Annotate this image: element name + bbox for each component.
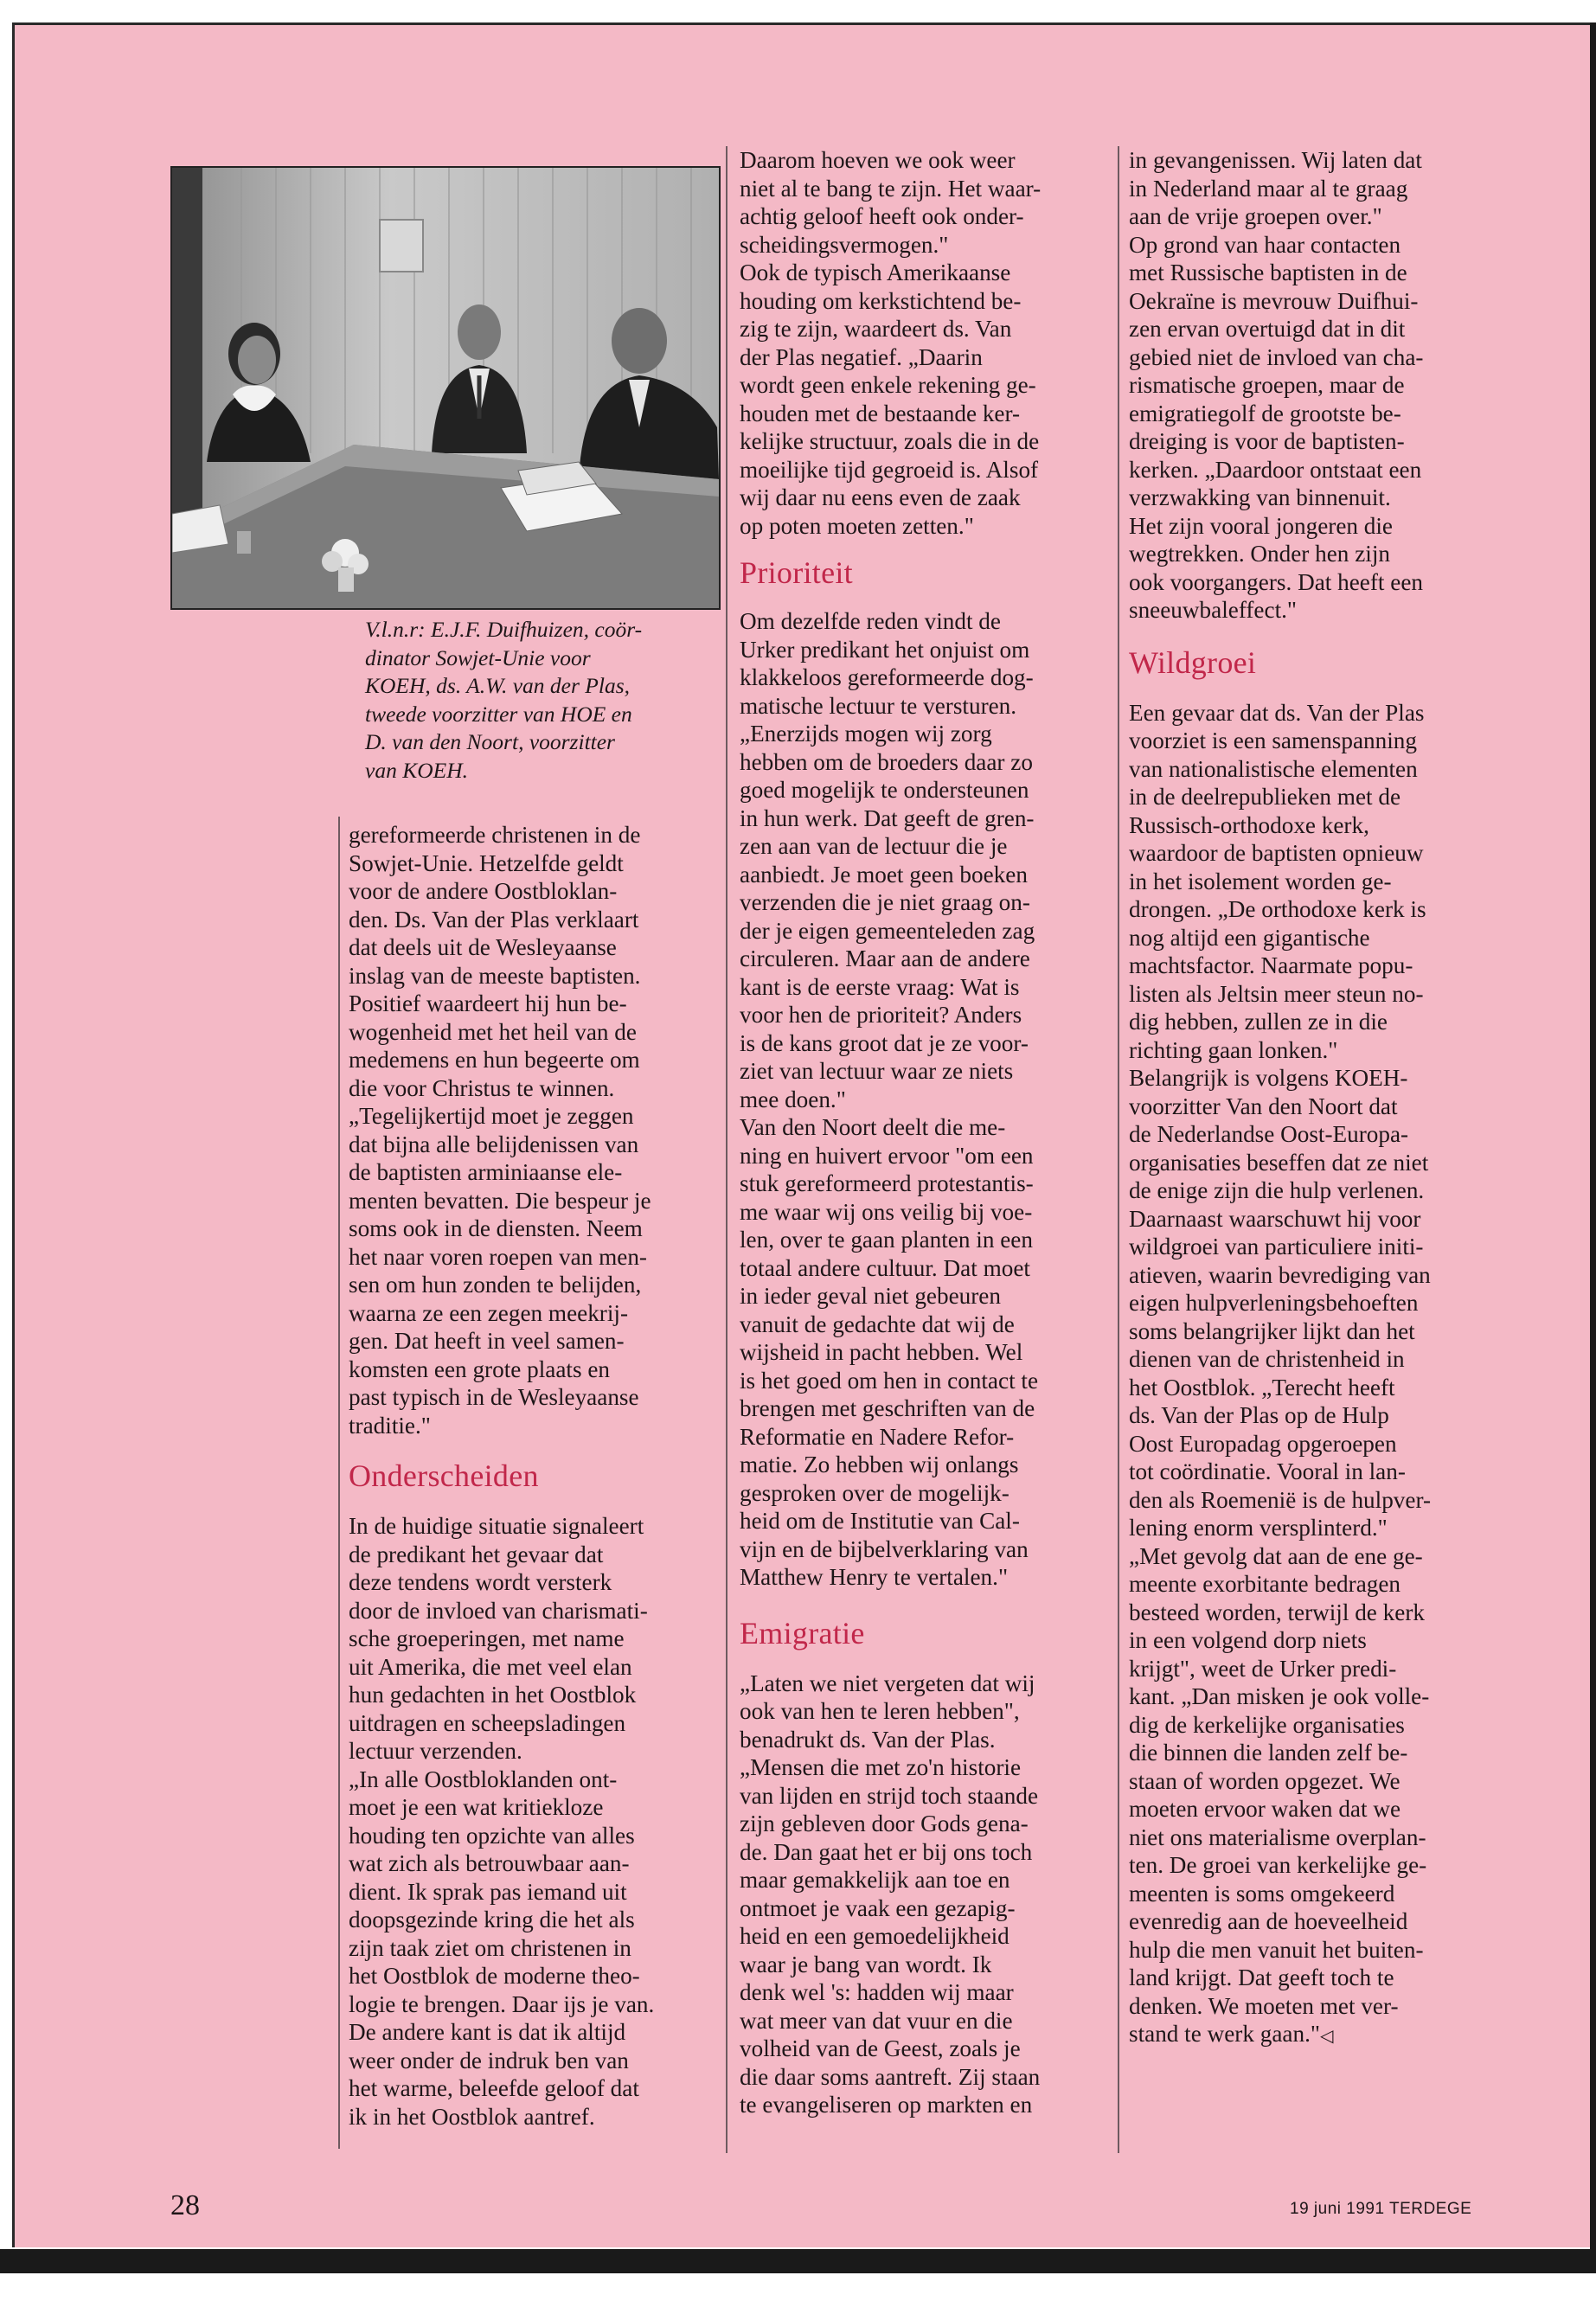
body-paragraph-text: Een gevaar dat ds. Van der Plas voorziet is een samenspanning van nationalistische elementen in de deelrepublieken met de Russisch-orthodoxe kerk, waardoor de baptisten opnieuw in het isolement worden ge- drongen. „De orthodoxe kerk is nog altijd een gigantische machtsfactor. Naarmate popu- listen als Jeltsin meer steun no- dig hebben, zullen ze in die richting gaan lonken." Belangrijk is volgens KOEH- voorzitter Van den Noort dat de Nederlandse Oost-Europa- organisaties beseffen dat ze niet de enige zijn die hulp verlenen. Daarnaast waarschuwt hij voor wildgroei van particuliere initi- atieven, waarin bevrediging van eigen hulpverleningsbehoeften soms belangrijker lijkt dan het dienen van de christenheid in het Oostblok. „Terecht heeft ds. Van der Plas op de Hulp Oost Europadag opgeroepen tot coördinatie. Vooral in lan- den als Roemenië is de hulpver- lening enorm versplinterd." „Met gevolg dat aan de ene ge- meente exorbitante bedragen besteed worden, terwijl de kerk in een volgend dorp niets krijgt", weet de Urker predi- kant. „Dan misken je ook volle- dig de kerkelijke organisaties die binnen die landen zelf be- staan of worden opgezet. We moeten ervoor waken dat we niet ons materialisme overplan- ten. De groei van kerkelijke ge- meenten is soms omgekeerd evenredig aan de hoeveelheid hulp die men vanuit het buiten- land krijgt. Dat geeft toch te denken. We moeten met ver- stand te werk gaan." [1129, 699, 1432, 2047]
footer-issue-date: 19 juni 1991 TERDEGE [1290, 2200, 1472, 2218]
column-1 [349, 821, 721, 2131]
body-paragraph: Om dezelfde reden vindt de Urker predikant het onjuist om klakkeloos gereformeerde dog- matische lectuur te versturen. „Enerzijds mogen wij zorg hebben om de broeders daar zo goed mogelijk te ondersteunen in hun werk. Dat geeft de gren- zen aan van de lectuur die je aanbiedt. Je moet geen boeken verzenden die je niet graag on- der je eigen gemeenteleden zag circuleren. Maar aan de andere kant is de eerste vraag: Wat is voor hen de prioriteit? Anders is de kans groot dat je ze voor- ziet van lectuur waar ze niets mee doen." Van den Noort deelt die me- ning en huivert ervoor "om een stuk gereformeerd protestantis- me waar wij ons veilig bij voe- len, over te gaan planten in een totaal andere cultuur. Dat moet in ieder geval niet gebeuren vanuit de gedachte dat wij de wijsheid in pacht hebben. Wel is het goed om hen in contact te brengen met geschriften van de Reformatie en Nadere Refor- matie. Zo hebben wij onlangs gesproken over de mogelijk- heid om de Institutie van Cal- vijn en de bijbelverklaring van Matthew Henry te vertalen." [740, 608, 1039, 1590]
scan-edge [0, 2249, 1596, 2273]
page-number: 28 [170, 2189, 200, 2221]
column-rule [1118, 146, 1119, 2153]
column-rule [726, 146, 727, 2153]
body-paragraph: gereformeerde christenen in de Sowjet-Unie. Hetzelfde geldt voor de andere Oostbloklan- den. Ds. Van der Plas verklaart dat deels uit de Wesleyaanse inslag van de meeste baptisten. Positief waardeert hij hun be- wogenheid met het heil van de medemens en hun begeerte om die voor Christus te winnen. „Tegelijkertijd moet je zeggen dat bijna alle belijdenissen van de baptisten arminiaanse ele- menten bevatten. Die bespeur je soms ook in de diensten. Neem het naar voren roepen van men- sen om hun zonden te belijden, waarna ze een zegen meekrij- gen. Dat heeft in veel samen- komsten een grote plaats en past typisch in de Wesleyaanse traditie." [349, 822, 651, 1439]
body-paragraph [1129, 699, 1509, 2050]
meeting-photo-illustration [172, 168, 719, 608]
body-paragraph: in gevangenissen. Wij laten dat in Nederland maar al te graag aan de vrije groepen over." Op grond van haar contacten met Russische baptisten in de Oekraïne is mevrouw Duifhui- zen ervan overtuigd dat in dit gebied niet de invloed van cha- rismatische groepen, maar de emigratiegolf de grootste be- dreiging is voor de baptisten- kerken. „Daardoor ontstaat een verzwakking van binnenuit. Het zijn vooral jongeren die wegtrekken. Onder hen zijn ook voorgangers. Dat heeft een sneeuwbaleffect." [1129, 147, 1424, 623]
photo-caption: V.l.n.r: E.J.F. Duifhuizen, coör- dinator Sowjet-Unie voor KOEH, ds. A.W. van der Plas, tweede voorzitter van HOE en D. van den Noort, voorzitter van KOEH. [365, 617, 643, 783]
body-paragraph: Daarom hoeven we ook weer niet al te bang te zijn. Het waar- achtig geloof heeft ook onder- scheidingsvermogen." Ook de typisch Amerikaanse houding om kerkstichtend be- zig te zijn, waardeert ds. Van der Plas negatief. „Daarin wordt geen enkele rekening ge- houden met de bestaande ker- kelijke structuur, zoals die in de moeilijke tijd gegroeid is. Alsof wij daar nu eens even de zaak op poten moeten zetten." [740, 147, 1042, 539]
column-2 [740, 146, 1112, 2119]
magazine-page [12, 22, 1593, 2247]
end-of-article-icon: ◁ [1319, 2025, 1334, 2046]
column-3 [1129, 146, 1509, 2050]
section-heading-wildgroei: Wildgroei [1129, 644, 1257, 680]
body-paragraph: „Laten we niet vergeten dat wij ook van hen te leren hebben", benadrukt ds. Van der Plas. „Mensen die met zo'n historie van lijden en strijd toch staande zijn gebleven door Gods gena- de. Dan gaat het er bij ons toch maar gemakkelijk aan toe en ontmoet je vaak een gezapig- heid en een gemoedelijkheid waar je bang van wordt. Ik denk wel 's: hadden wij maar wat meer van dat vuur en die volheid van de Geest, zoals je die daar soms aantreft. Zij staan te evangeliseren op markten en [740, 1670, 1041, 2118]
article-photo [170, 166, 721, 610]
section-heading-prioriteit: Prioriteit [740, 555, 853, 590]
column-rule [338, 817, 340, 2149]
body-paragraph: In de huidige situatie signaleert de predikant het gevaar dat deze tendens wordt versterk door de invloed van charismati- sche groeperingen, met name uit Amerika, die met veel elan hun gedachten in het Oostblok uitdragen en scheepsladingen lectuur verzenden. „In alle Oostbloklanden ont- moet je een wat kritiekloze houding ten opzichte van alles wat zich als betrouwbaar aan- dient. Ik sprak pas iemand uit doopsgezinde kring die het als zijn taak ziet om christenen in het Oostblok de moderne theo- logie te brengen. Daar ijs je van. De andere kant is dat ik altijd weer onder de indruk ben van het warme, beleefde geloof dat ik in het Oostblok aantref. [349, 1513, 655, 2130]
section-heading-onderscheiden: Onderscheiden [349, 1458, 539, 1493]
section-heading-emigratie: Emigratie [740, 1615, 865, 1650]
scan-edge [1590, 22, 1596, 2254]
